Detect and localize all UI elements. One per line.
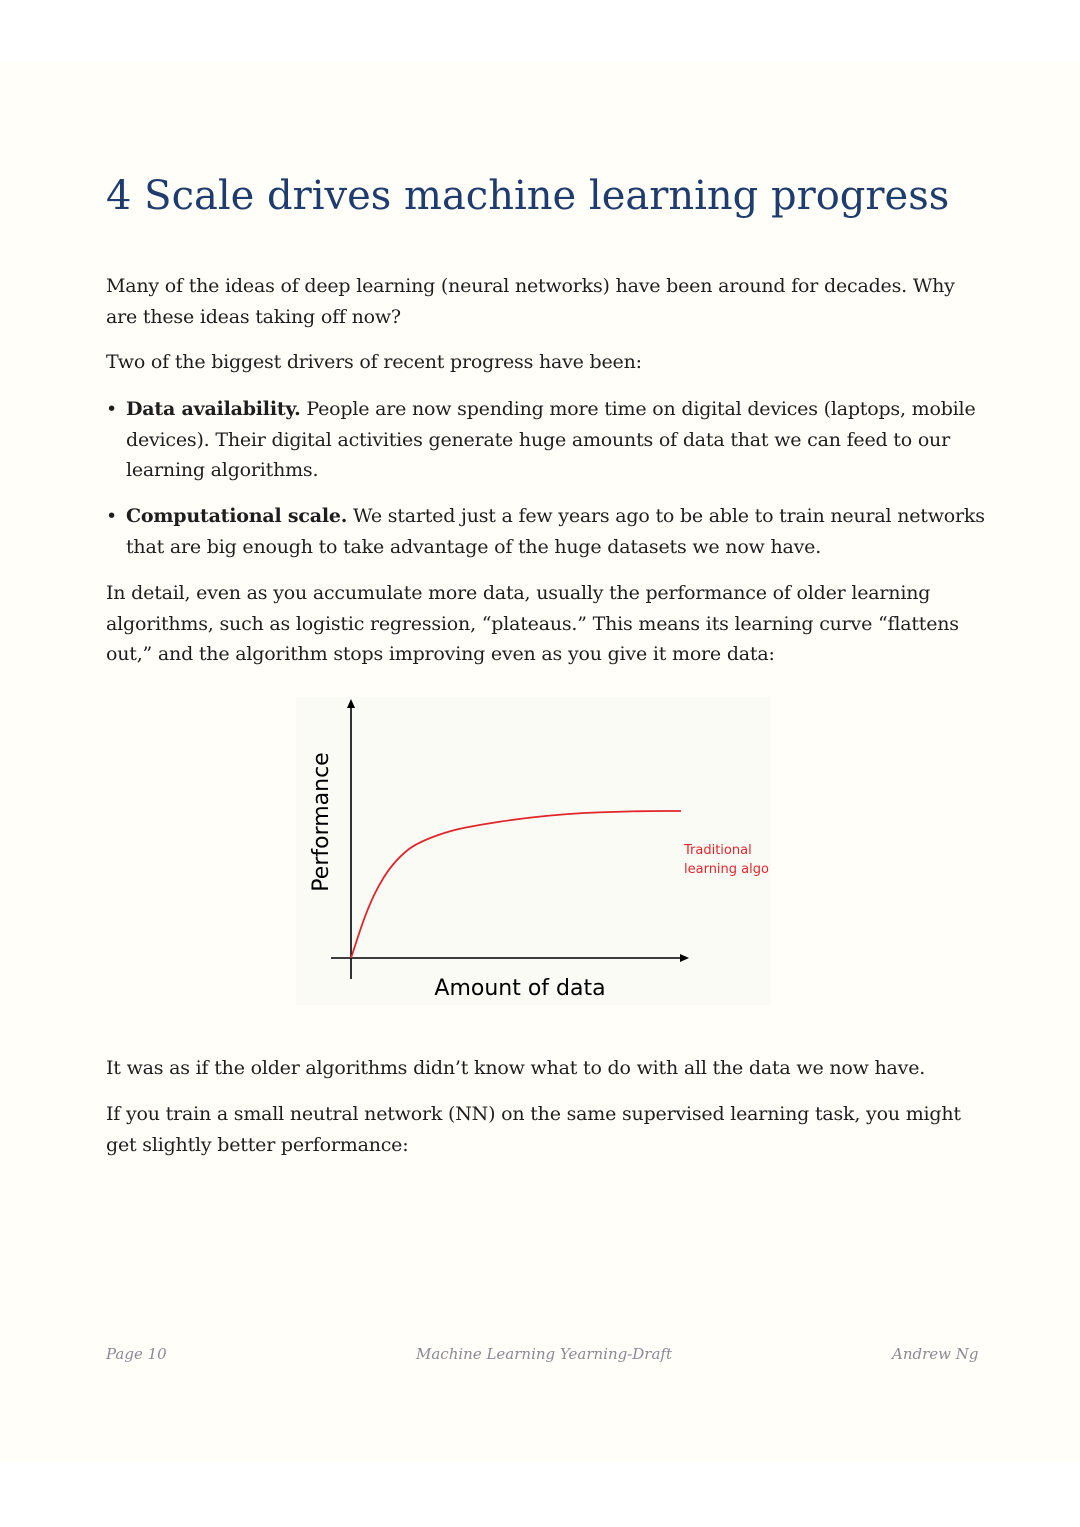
bullet-item-computational-scale	[106, 501, 986, 562]
x-axis-label: Amount of data	[434, 976, 606, 1001]
paragraph-older-algorithms: It was as if the older algorithms didn’t know what to do with all the data we now have.	[106, 1057, 926, 1079]
paragraph-intro: Many of the ideas of deep learning (neural networks) have been around for decades. Why are these ideas taking off now?	[106, 275, 955, 328]
y-axis-label: Performance	[309, 752, 334, 892]
bullet-bold-label: Data availability.	[126, 398, 301, 420]
learning-curve-chart	[296, 697, 771, 1005]
paragraph-small-nn: If you train a small neutral network (NN) on the same supervised learning task, you might get slightly better performance:	[106, 1103, 961, 1156]
paragraph-drivers: Two of the biggest drivers of recent progress have been:	[106, 351, 642, 373]
bullet-text: We started just a few years ago to be able to train neural networks that are big enough to take advantage of the huge datasets we now have.	[126, 505, 985, 558]
chart-svg	[296, 697, 771, 1005]
footer-document-title: Machine Learning Yearning-Draft	[416, 1345, 673, 1363]
series-label-line: learning algo	[684, 862, 769, 877]
section-heading: 4 Scale drives machine learning progress	[106, 173, 950, 219]
bullet-marker: •	[106, 505, 118, 527]
bullet-text: People are now spending more time on digital devices (laptops, mobile devices). Their digital activities generate huge amounts of data that we can feed to our learning algorithms.	[126, 398, 976, 481]
footer-page-number: Page 10	[106, 1345, 167, 1363]
bullet-marker: •	[106, 398, 118, 420]
bullet-item-data-availability	[106, 394, 986, 486]
footer-author: Andrew Ng	[892, 1345, 979, 1363]
series-label-line: Traditional	[684, 843, 752, 858]
bullet-bold-label: Computational scale.	[126, 505, 348, 527]
paragraph-plateau: In detail, even as you accumulate more data, usually the performance of older learning algorithms, such as logistic regression, “plateaus.” This means its learning curve “flattens out,” and the algorithm stops improving even as you give it more data:	[106, 582, 959, 665]
